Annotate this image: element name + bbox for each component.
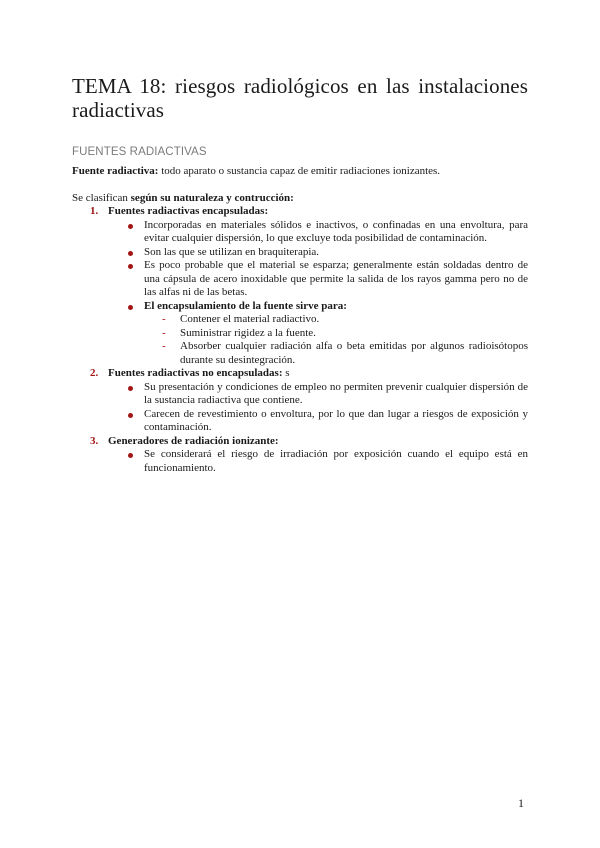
bullet-icon	[128, 251, 133, 256]
list-number: 2.	[90, 367, 99, 379]
bullet-text: Incorporadas en materiales sólidos e inactivos, o confinadas en una envoltura, para evitar cualquier dispersión, lo que excluye toda posibilidad de contaminación.	[144, 218, 528, 244]
bullet-item	[108, 300, 528, 368]
list-item-generators	[72, 435, 528, 476]
dash-list	[144, 313, 528, 367]
definition-text: todo aparato o sustancia capaz de emitir radiaciones ionizantes.	[158, 165, 441, 177]
dash-icon: -	[162, 313, 166, 325]
classification-paragraph	[72, 191, 528, 205]
list-heading: Fuentes radiactivas no encapsuladas:	[108, 367, 283, 379]
bullet-text: Su presentación y condiciones de empleo no permiten prevenir cualquier dispersión de la sustancia radiactiva que contiene.	[144, 380, 528, 406]
bullet-subheading: El encapsulamiento de la fuente sirve para:	[144, 299, 347, 312]
bullet-icon	[128, 305, 133, 310]
bullet-item	[108, 259, 528, 300]
list-heading-suffix: s	[282, 367, 290, 379]
definition-paragraph	[72, 164, 528, 178]
bullet-item	[108, 408, 528, 435]
dash-text: Suministrar rigidez a la fuente.	[180, 326, 316, 339]
bullet-text: Son las que se utilizan en braquiterapia.	[144, 245, 320, 258]
dash-icon: -	[162, 326, 166, 339]
bullet-item	[108, 219, 528, 246]
list-heading: Fuentes radiactivas encapsuladas:	[108, 205, 269, 217]
bullet-list	[108, 219, 528, 368]
bullet-icon	[128, 224, 133, 229]
section-heading: FUENTES RADIACTIVAS	[72, 146, 207, 158]
bullet-icon	[128, 453, 133, 458]
dash-text: Absorber cualquier radiación alfa o beta emitidas por algunos radioisótopos durante su desintegración.	[180, 340, 528, 366]
list-item-encapsulated	[72, 205, 528, 367]
list-number: 3.	[90, 434, 99, 447]
bullet-text: Es poco probable que el material se esparza; generalmente están soldadas dentro de una cápsula de acero inoxidable que permite la salida de los rayos gamma pero no de las alfas ni de las betas.	[144, 259, 528, 298]
bullet-text: Carecen de revestimiento o envoltura, por lo que dan lugar a riesgos de exposición y contaminación.	[144, 407, 528, 433]
bullet-item	[108, 448, 528, 475]
bullet-item	[108, 381, 528, 408]
dash-item	[144, 313, 528, 327]
dash-item	[144, 340, 528, 367]
classification-prefix: Se clasifican	[72, 192, 131, 204]
bullet-list	[108, 381, 528, 435]
bullet-icon	[128, 386, 133, 391]
bullet-text: Se considerará el riesgo de irradiación por exposición cuando el equipo está en funcionamiento.	[144, 448, 528, 474]
dash-item	[144, 327, 528, 341]
dash-text: Contener el material radiactivo.	[180, 313, 320, 325]
bullet-item	[108, 246, 528, 260]
list-heading: Generadores de radiación ionizante:	[108, 434, 279, 447]
classification-bold: según su naturaleza y contrucción:	[130, 192, 294, 204]
bullet-icon	[128, 413, 133, 418]
list-number: 1.	[90, 205, 99, 217]
list-item-unencapsulated	[72, 367, 528, 435]
dash-icon: -	[162, 340, 166, 352]
page-number: 1	[518, 796, 524, 810]
page-title: TEMA 18: riesgos radiológicos en las instalaciones radiactivas	[72, 74, 528, 122]
page-content	[72, 74, 528, 475]
numbered-list	[72, 205, 528, 475]
definition-term: Fuente radiactiva:	[72, 165, 159, 177]
bullet-icon	[128, 264, 133, 269]
bullet-list	[108, 448, 528, 475]
